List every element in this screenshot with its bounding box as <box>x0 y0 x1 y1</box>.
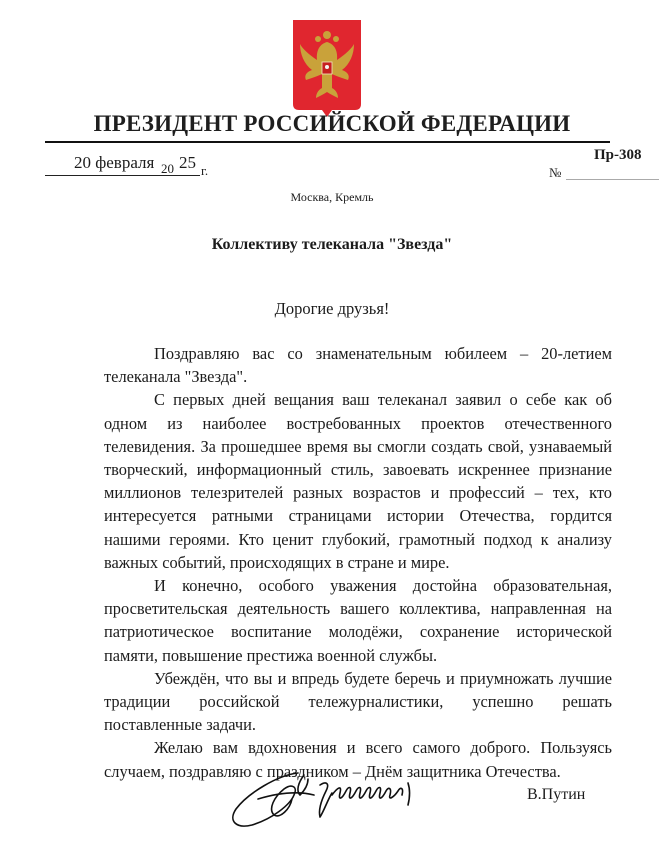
addressee: Коллективу телеканала "Звезда" <box>211 236 453 253</box>
number-label: № <box>549 165 562 180</box>
letter-date: 20 февраля <box>74 153 155 172</box>
paragraph: С первых дней вещания ваш телеканал заявил о себе как об одном из наиболее востребованных проектов отечественного телевидения. За прошедшее время вы смогли создать свой, узнаваемый творческий, информационный стиль, завоевать искреннее признание миллионов телезрителей разных возрастов и профессий – тех, кто интересуется ратными страницами истории Отечества, гордится нашими героями. Кто ценит глубокий, грамотный подход к анализу важных событий, происходящих в стране и мире. <box>104 390 612 572</box>
signer-name: В.Путин <box>527 786 586 803</box>
number-underline <box>566 179 659 180</box>
document-number: Пр-308 <box>594 147 642 163</box>
coat-of-arms-emblem <box>292 20 362 120</box>
handwritten-signature <box>228 765 460 837</box>
paragraph: Убеждён, что вы и впредь будете беречь и приумножать лучшие традиции российской тележурналистики, успешно решать поставленные задачи. <box>104 668 612 735</box>
year-value: 25 <box>179 153 196 172</box>
paragraph: Желаю вам вдохновения и всего самого доброго. Пользуясь случаем, поздравляю с праздником – Днём защитника Отечества. <box>104 738 612 781</box>
paragraph: И конечно, особого уважения достойна образовательная, просветительская деятельность вашего коллектива, направленная на патриотическое воспитание молодёжи, сохранение исторической памяти, повышение престижа военной службы. <box>104 576 612 665</box>
year-underline <box>178 175 200 176</box>
letter-body <box>104 342 612 783</box>
year-suffix: г. <box>201 163 209 178</box>
salutation: Дорогие друзья! <box>274 299 390 318</box>
header-divider <box>45 141 610 143</box>
year-prefix: 20 <box>161 161 174 176</box>
paragraph: Поздравляю вас со знаменательным юбилеем – 20-летием телеканала "Звезда". <box>104 344 612 387</box>
place-of-issue: Москва, Кремль <box>290 190 374 204</box>
organization-heading: ПРЕЗИДЕНТ РОССИЙСКОЙ ФЕДЕРАЦИИ <box>93 111 571 136</box>
